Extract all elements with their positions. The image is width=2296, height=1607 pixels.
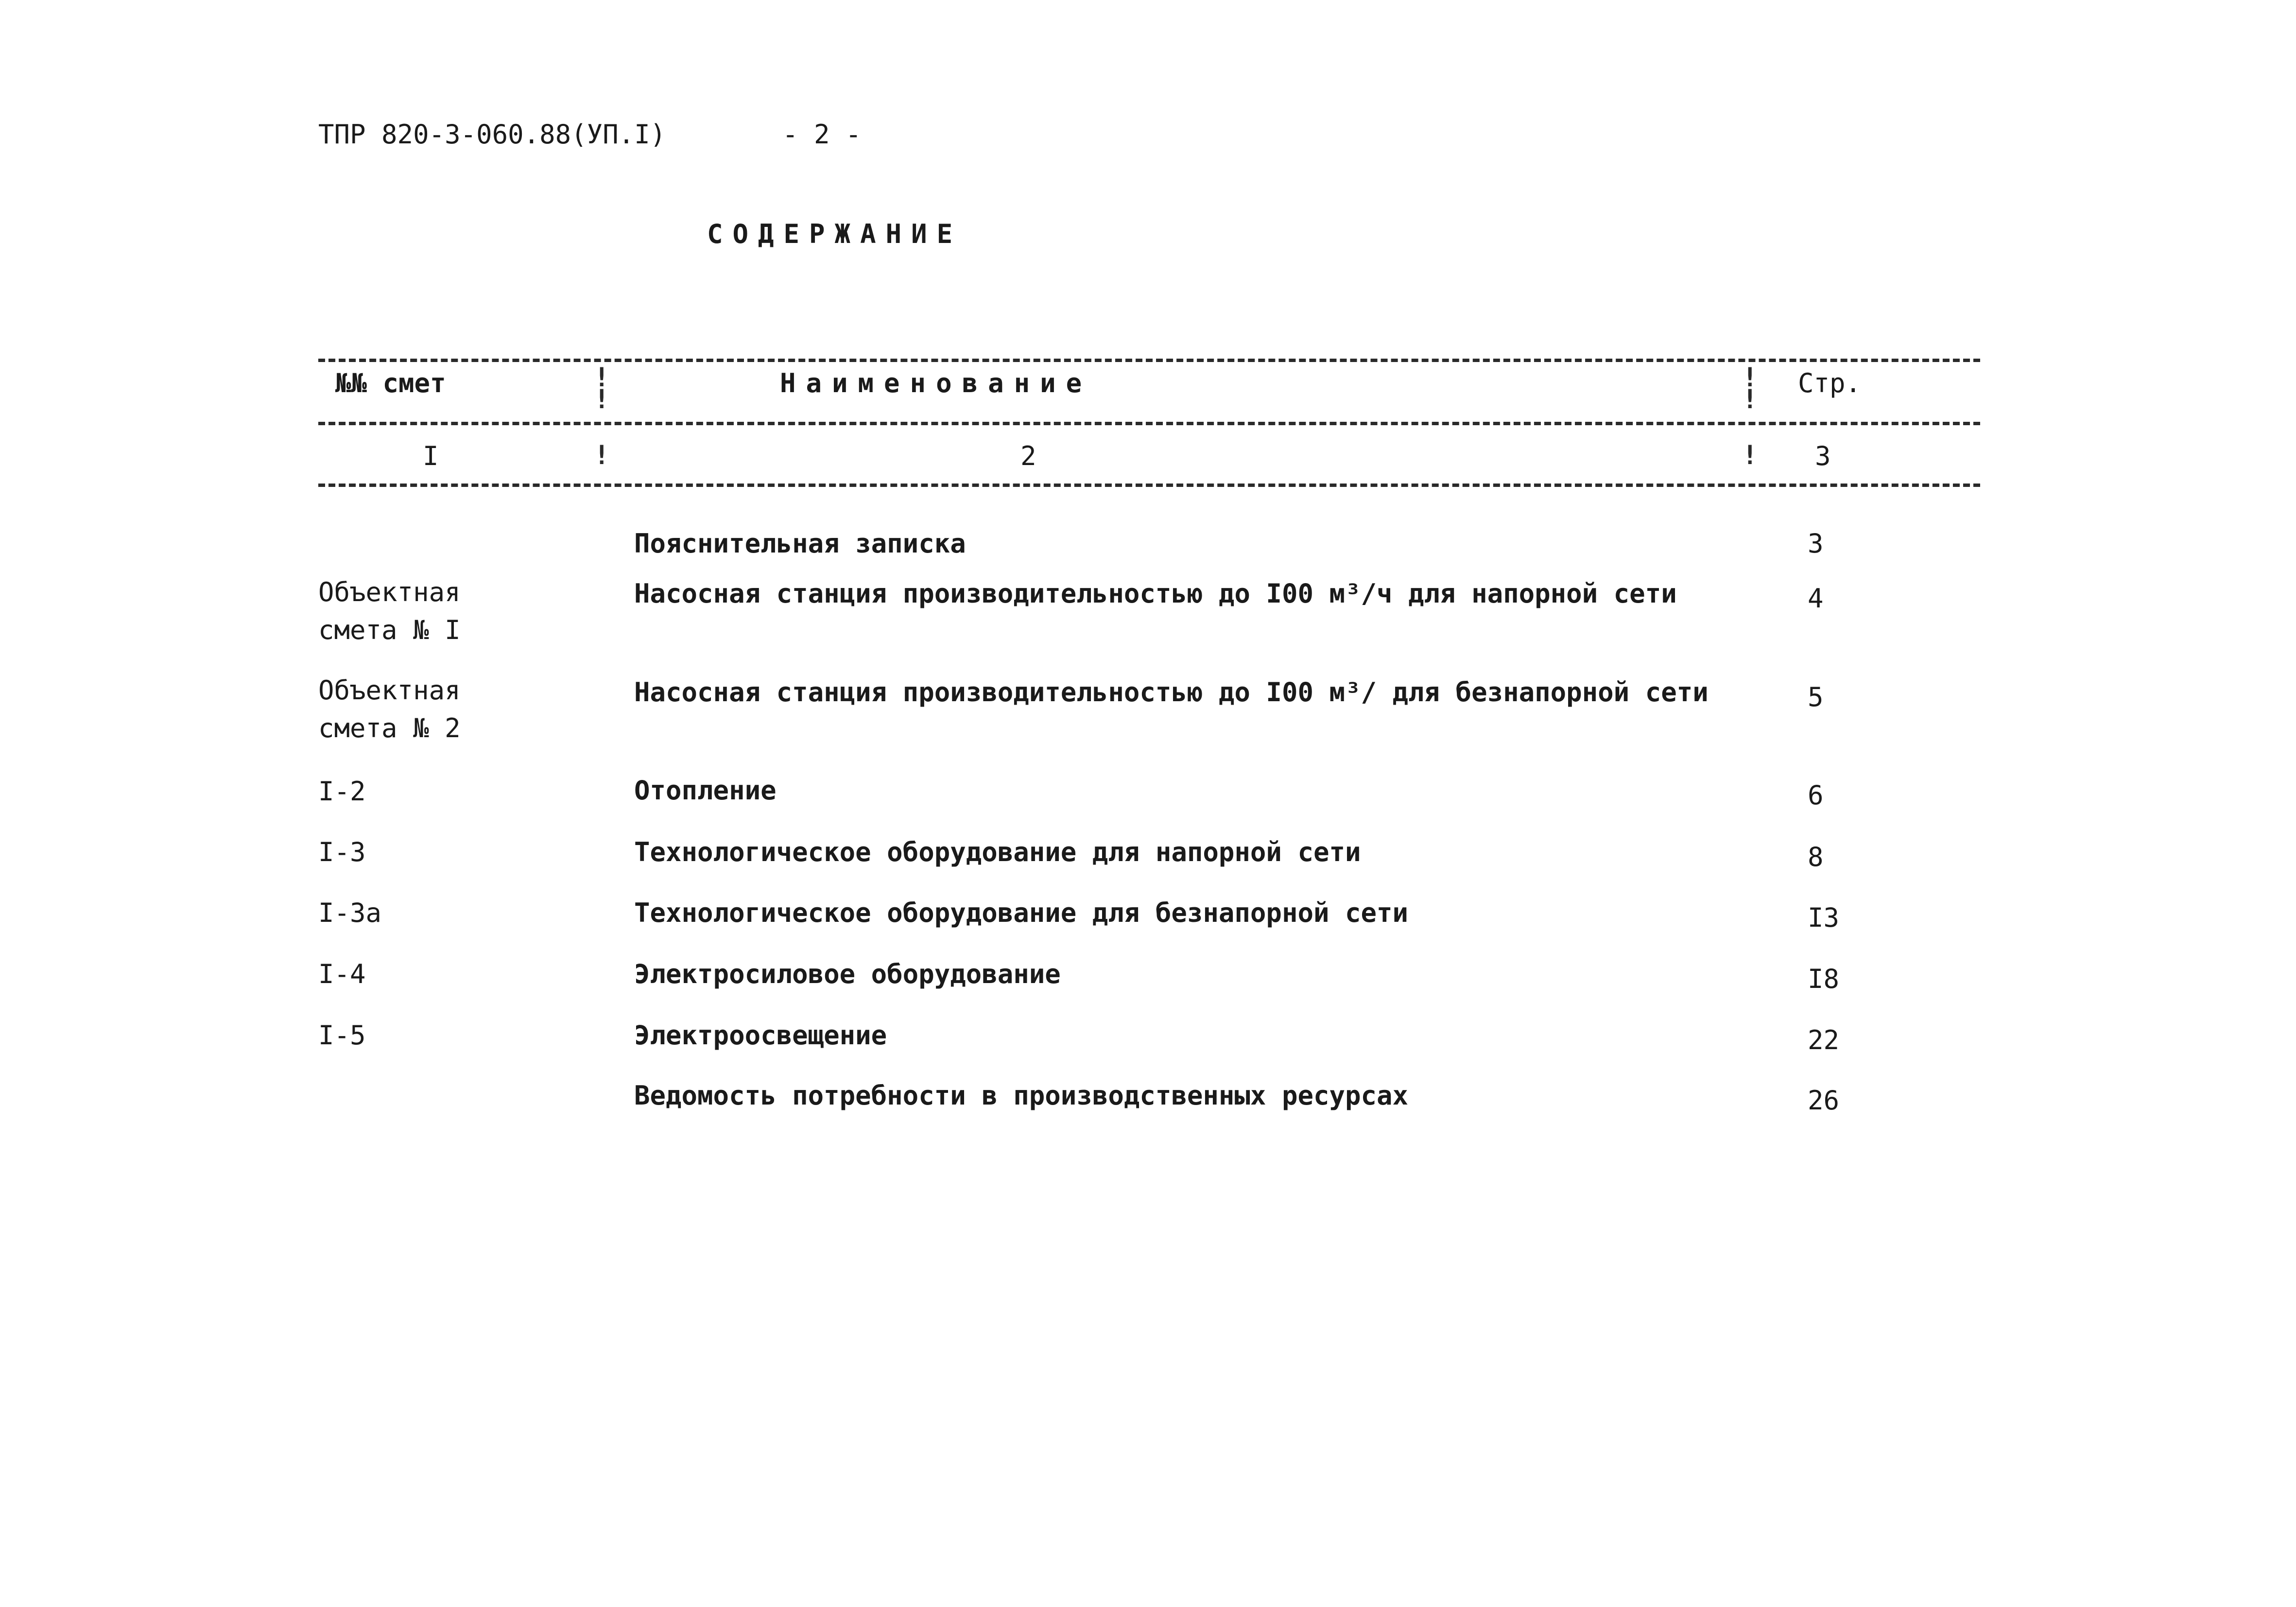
row-page-number: 3 <box>1808 528 1824 559</box>
row-estimate-code: I-4 <box>318 959 366 989</box>
row-page-number: 8 <box>1808 842 1824 872</box>
row-title: Электроосвещение <box>634 1020 887 1051</box>
table-columns-rule <box>318 484 1980 487</box>
row-estimate-code: Объектная смета № 2 <box>318 675 461 743</box>
row-title: Насосная станция производительностью до I00 м³/ для безнапорной сети <box>634 677 1709 708</box>
row-page-number: I8 <box>1808 964 1840 994</box>
page-number: - 2 - <box>782 119 862 150</box>
row-title: Технологическое оборудование для напорной сети <box>634 837 1361 867</box>
row-estimate-code: Объектная смета № I <box>318 577 461 645</box>
row-estimate-code: I-3 <box>318 837 366 867</box>
column-separator: ! <box>1742 384 1758 415</box>
row-estimate-code: I-2 <box>318 776 366 807</box>
row-title: Отопление <box>634 775 777 806</box>
column-header-estimate-number: №№ смет <box>335 368 446 398</box>
column-separator: ! <box>1742 362 1758 393</box>
row-page-number: 5 <box>1808 682 1824 712</box>
row-title: Электросиловое оборудование <box>634 959 1061 989</box>
column-header-name: Наименование <box>780 368 1092 398</box>
table-header-rule <box>318 422 1980 425</box>
column-separator: ! <box>1742 440 1758 470</box>
row-estimate-code: I-5 <box>318 1020 366 1051</box>
column-header-page: Стр. <box>1798 368 1862 398</box>
column-separator: ! <box>594 440 610 470</box>
column-separator: ! <box>594 384 610 415</box>
row-title: Насосная станция производительностью до I00 м³/ч для напорной сети <box>634 578 1677 609</box>
row-page-number: 6 <box>1808 780 1824 811</box>
row-page-number: I3 <box>1808 902 1840 933</box>
column-number-1: I <box>423 441 439 471</box>
page-title: СОДЕРЖАНИЕ <box>707 219 963 249</box>
table-top-rule <box>318 359 1980 362</box>
column-number-3: 3 <box>1815 441 1831 471</box>
row-page-number: 4 <box>1808 583 1824 614</box>
document-code: ТПР 820-3-060.88(УП.I) <box>318 119 666 150</box>
row-estimate-code: I-3а <box>318 898 382 928</box>
row-page-number: 22 <box>1808 1025 1840 1055</box>
row-page-number: 26 <box>1808 1085 1840 1116</box>
column-number-2: 2 <box>1020 441 1036 471</box>
row-title: Технологическое оборудование для безнапорной сети <box>634 898 1409 928</box>
row-title: Ведомость потребности в производственных ресурсах <box>634 1080 1409 1111</box>
column-separator: ! <box>594 362 610 393</box>
row-title: Пояснительная записка <box>634 528 966 559</box>
